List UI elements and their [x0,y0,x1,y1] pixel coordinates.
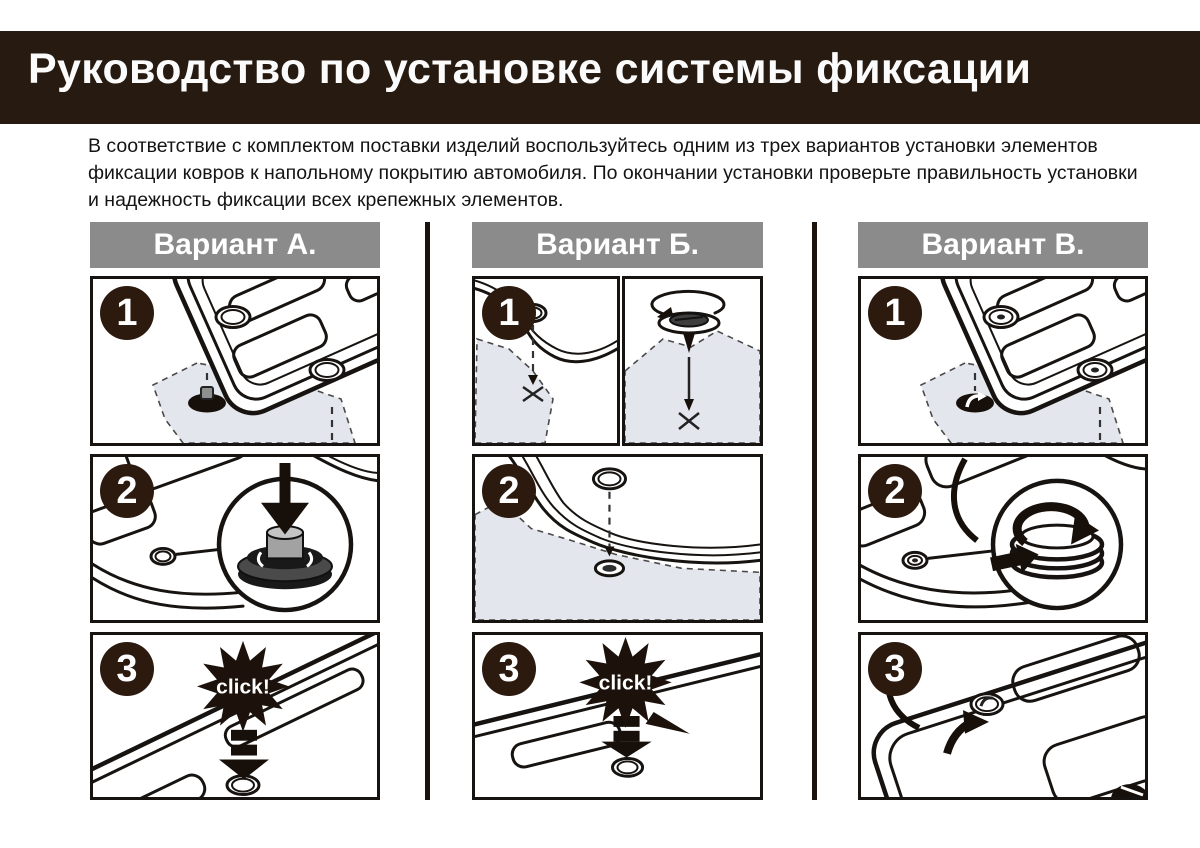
variant-b-step-1b-panel [622,276,763,446]
page-title: Руководство по установке системы фиксации [28,45,1032,93]
variant-a-step-3-panel [90,632,380,800]
variant-b-step-2-panel [472,454,763,623]
variant-v-column [858,222,1148,690]
carpet-patch [475,339,553,443]
variant-b-step-3-panel [472,632,763,800]
intro-text: В соответствие с комплектом поставки изделий воспользуйтесь одним из трех вариантов установки элементов фиксации ковров к напольному покрытию автомобиля. По окончании установки проверьте правильность установки и надежность фиксации всех крепежных элементов. [88,135,1138,211]
variant-a-column [90,222,380,699]
socket-icon [595,561,623,576]
variant-a-header [90,222,380,268]
variant-b-column [472,222,763,695]
snap-button-icon [151,548,175,564]
step-number-badge: 1 [100,286,154,340]
twist-button-icon [1078,360,1112,381]
turn-motion-line [954,459,977,541]
step-illustration-screw-fastener [625,279,760,443]
mat-edge-line [1097,457,1145,469]
variant-v-label: Вариант В. [921,228,1085,261]
twist-button-icon [971,694,1003,715]
magnifier-leader-line [928,550,997,558]
fastener-clip-icon [201,387,213,399]
snap-button-icon [227,776,259,795]
variant-b-label: Вариант Б. [536,228,699,261]
step-number-badge: 3 [868,642,922,696]
click-label: click! [216,675,270,699]
variant-a-step-2-panel [90,454,380,623]
variant-v-header [858,222,1148,268]
snap-button-icon [593,469,625,489]
variant-b-step-1a-panel [472,276,620,446]
mat-edge-line [309,457,377,481]
column-divider [425,222,430,800]
snap-button-icon [216,307,250,328]
variant-v-step-3-panel [858,632,1148,800]
step-number-badge: 2 [482,464,536,518]
variant-a-step-1-panel [90,276,380,446]
variant-a-label: Вариант А. [153,228,317,261]
step-number-badge: 3 [100,642,154,696]
step-number-badge: 1 [868,286,922,340]
title-bar [0,31,1200,124]
snap-button-icon [310,360,344,381]
step-number-badge: 1 [482,286,536,340]
variant-b-header [472,222,763,268]
twist-button-icon [903,552,927,568]
click-label: click! [598,671,653,695]
step-number-badge: 3 [482,642,536,696]
step-number-badge: 2 [100,464,154,518]
column-divider [812,222,817,800]
step-number-badge: 2 [868,464,922,518]
variant-v-step-1-panel [858,276,1148,446]
variant-v-step-2-panel [858,454,1148,623]
carpet-patch [625,331,760,443]
twist-button-icon [984,307,1018,328]
snap-button-icon [612,758,642,776]
